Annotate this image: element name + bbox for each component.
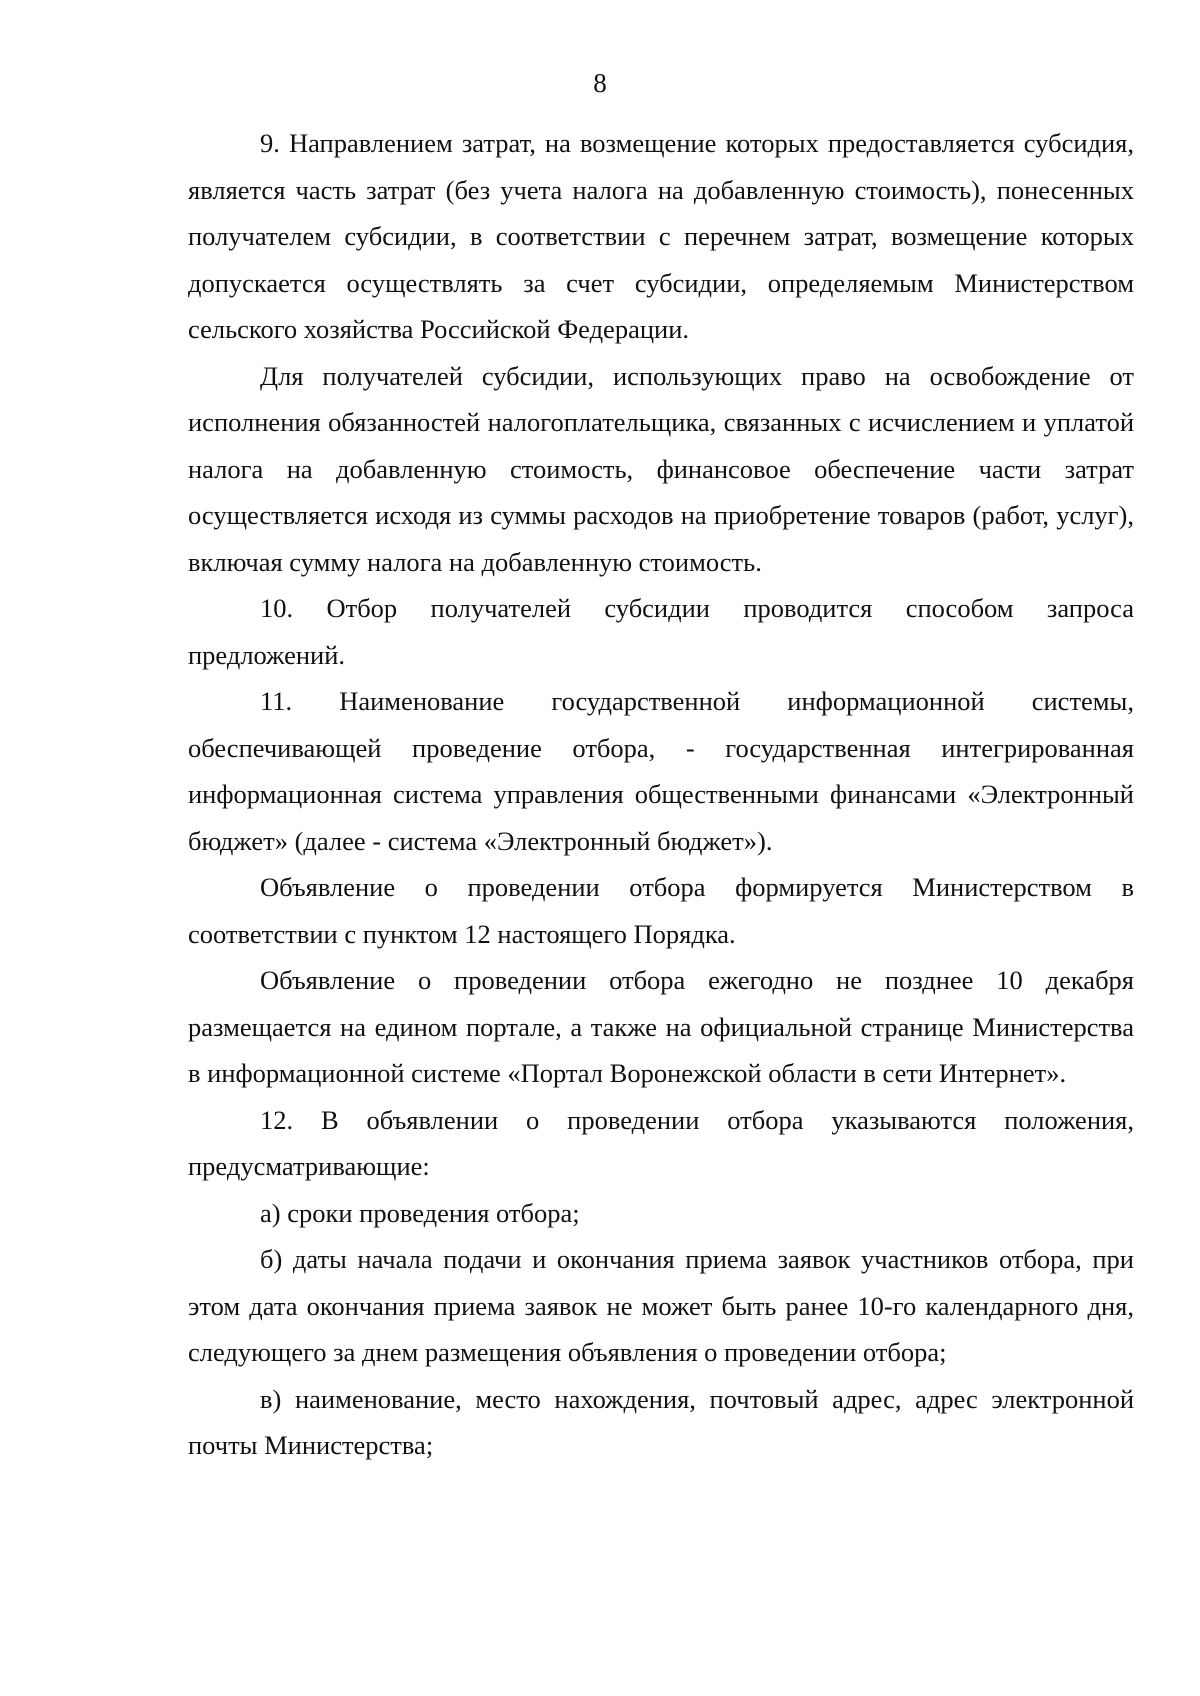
paragraph-vat-exemption: Для получателей субсидии, использующих право на освобождение от исполнения обязанностей налогоплательщика, связанных с исчислением и уплатой налога на добавленную стоимость, финансовое обеспечение части затрат осуществляется исходя из суммы расходов на приобретение товаров (работ, услуг), включая сумму налога на добавленную стоимость. (188, 360, 1134, 577)
paragraph-9: 9. Направлением затрат, на возмещение которых предоставляется субсидия, является часть затрат (без учета налога на добавленную стоимость), понесенных получателем субсидии, в соответствии с перечнем затрат, возмещение которых допускается осуществлять за счет субсидии, определяемым Министерством сельского хозяйства Российской Федерации. (188, 128, 1134, 344)
paragraph-12: 12. В объявлении о проведении отбора указываются положения, предусматривающие: (188, 1104, 1134, 1181)
paragraph-10: 10. Отбор получателей субсидии проводится способом запроса предложений. (188, 593, 1134, 670)
document-body (188, 120, 1134, 1469)
page-number: 8 (593, 68, 607, 98)
list-item-v: в) наименование, место нахождения, почтовый адрес, адрес электронной почты Министерства; (188, 1383, 1134, 1460)
paragraph-announcement-placement: Объявление о проведении отбора ежегодно не позднее 10 декабря размещается на едином портале, а также на официальной странице Министерства в информационной системе «Портал Воронежской области в сети Интернет». (188, 965, 1134, 1088)
list-item-b: б) даты начала подачи и окончания приема заявок участников отбора, при этом дата окончания приема заявок не может быть ранее 10-го календарного дня, следующего за днем размещения объявления о проведении отбора; (188, 1244, 1134, 1367)
paragraph-announcement-formation: Объявление о проведении отбора формируется Министерством в соответствии с пунктом 12 настоящего Порядка. (188, 872, 1134, 949)
paragraph-11: 11. Наименование государственной информационной системы, обеспечивающей проведение отбора, - государственная интегрированная информационная система управления общественными финансами «Электронный бюджет» (далее - система «Электронный бюджет»). (188, 686, 1134, 856)
list-item-a: а) сроки проведения отбора; (260, 1197, 580, 1228)
